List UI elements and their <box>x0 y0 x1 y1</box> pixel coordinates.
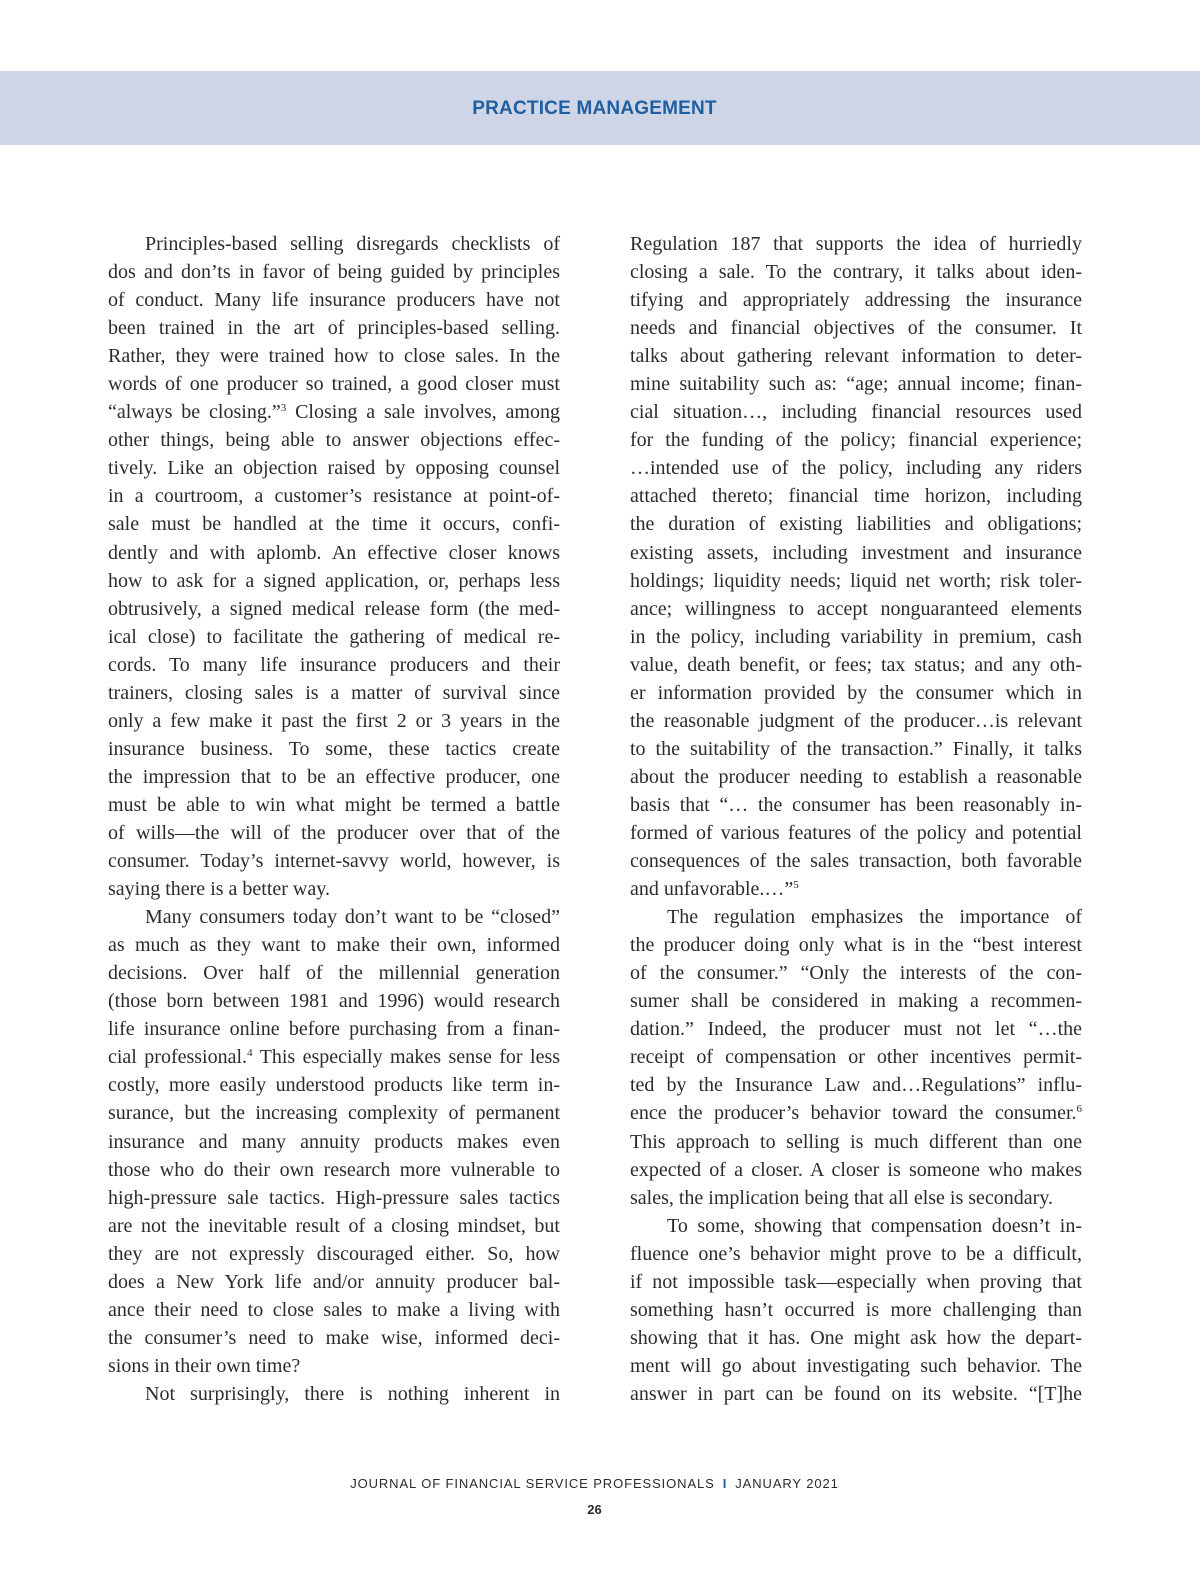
text-line <box>630 1099 1082 1127</box>
text-line: only a few make it past the first 2 or 3 years in the <box>108 709 560 732</box>
text-line: how to ask for a signed application, or, perhaps less <box>108 569 560 592</box>
text-line: (those born between 1981 and 1996) would research <box>108 990 560 1013</box>
footnote-ref: 4 <box>247 1047 253 1060</box>
text-line: Regulation 187 that supports the idea of hurriedly <box>630 233 1082 255</box>
text-line <box>108 398 560 426</box>
paragraph <box>108 903 560 1380</box>
text-line: in a courtroom, a customer’s resistance at point-of- <box>108 485 560 508</box>
text-line: To some, showing that compensation doesn’t in- <box>667 1214 1082 1237</box>
text-line <box>630 875 1082 903</box>
text-line: Principles-based selling disregards checklists of <box>145 233 560 255</box>
text-line: decisions. Over half of the millennial generation <box>108 962 560 985</box>
text-line: of the consumer.” “Only the interests of the con- <box>630 962 1082 985</box>
right-column <box>630 230 1082 1408</box>
text-line: holdings; liquidity needs; liquid net worth; risk toler- <box>630 569 1082 592</box>
text-line: the reasonable judgment of the producer…is relevant <box>630 709 1082 732</box>
text-line: er information provided by the consumer which in <box>630 681 1082 704</box>
issue-date: JANUARY 2021 <box>735 1476 839 1491</box>
text-line: insurance and many annuity products makes even <box>108 1130 560 1153</box>
text-line: existing assets, including investment and insurance <box>630 541 1082 564</box>
text-line: Many consumers today don’t want to be “closed” <box>145 906 560 929</box>
text-segment: cial professional. <box>108 1046 248 1069</box>
text-line: if not impossible task—especially when proving that <box>630 1270 1082 1293</box>
text-line: cords. To many life insurance producers and their <box>108 653 560 676</box>
text-line: been trained in the art of principles-based selling. <box>108 317 560 340</box>
text-line: dos and don’ts in favor of being guided by principles <box>108 261 560 284</box>
text-line: about the producer needing to establish a reasonable <box>630 765 1082 788</box>
text-line: are not the inevitable result of a closing mindset, but <box>108 1214 560 1237</box>
paragraph <box>108 1380 560 1408</box>
text-line: answer in part can be found on its website. “[T]he <box>630 1382 1082 1405</box>
text-line: fluence one’s behavior might prove to be a difficult, <box>630 1242 1082 1265</box>
text-line: showing that it has. One might ask how the depart- <box>630 1326 1082 1349</box>
text-line: saying there is a better way. <box>108 878 330 901</box>
text-line: ance; willingness to accept nonguaranteed elements <box>630 597 1082 620</box>
text-segment: This especially makes sense for less <box>252 1046 561 1069</box>
text-line: consequences of the sales transaction, both favorable <box>630 850 1082 873</box>
text-line: something hasn’t occurred is more challenging than <box>630 1298 1082 1321</box>
text-line: ment will go about investigating such behavior. The <box>630 1354 1082 1377</box>
text-line: obtrusively, a signed medical release form (the med- <box>108 597 560 620</box>
text-line: needs and financial objectives of the consumer. It <box>630 317 1082 340</box>
text-line: the impression that to be an effective producer, one <box>108 765 560 788</box>
text-line: of wills—the will of the producer over that of the <box>108 821 560 844</box>
paragraph <box>630 230 1082 903</box>
text-line: tifying and appropriately addressing the insurance <box>630 289 1082 312</box>
text-line: Not surprisingly, there is nothing inherent in <box>145 1382 560 1405</box>
text-segment: Closing a sale involves, among <box>286 401 560 424</box>
text-segment: “always be closing.” <box>108 401 281 424</box>
left-column <box>108 230 560 1408</box>
text-line: sumer shall be considered in making a recommen- <box>630 990 1082 1013</box>
footnote-ref: 5 <box>793 879 799 892</box>
text-line: basis that “… the consumer has been reasonably in- <box>630 793 1082 816</box>
text-line <box>108 1043 560 1071</box>
footer-separator: I <box>722 1476 728 1491</box>
text-line: mine suitability such as: “age; annual income; finan- <box>630 373 1082 396</box>
footnote-ref: 6 <box>1076 1103 1082 1116</box>
journal-name: JOURNAL OF FINANCIAL SERVICE PROFESSIONALS <box>350 1476 715 1491</box>
paragraph <box>630 903 1082 1212</box>
text-line: other things, being able to answer objections effec- <box>108 429 560 452</box>
text-line: for the funding of the policy; financial experience; <box>630 429 1082 452</box>
text-line: to the suitability of the transaction.” Finally, it talks <box>630 737 1082 760</box>
text-line: ance their need to close sales to make a living with <box>108 1298 560 1321</box>
text-line: attached thereto; financial time horizon, including <box>630 485 1082 508</box>
text-line: costly, more easily understood products like term in- <box>108 1074 560 1097</box>
text-line: must be able to win what might be termed a battle <box>108 793 560 816</box>
text-segment: and unfavorable.…” <box>630 878 794 901</box>
footer-journal-line <box>0 1476 1189 1492</box>
paragraph <box>108 230 560 903</box>
page-number: 26 <box>587 1502 602 1517</box>
text-line: …intended use of the policy, including any riders <box>630 457 1082 480</box>
section-title: PRACTICE MANAGEMENT <box>472 98 717 119</box>
text-line: cial situation…, including financial resources used <box>630 401 1082 424</box>
text-line: the duration of existing liabilities and obligations; <box>630 513 1082 536</box>
paragraph <box>630 1212 1082 1408</box>
text-segment: ence the producer’s behavior toward the consumer. <box>630 1102 1077 1125</box>
text-line: in the policy, including variability in premium, cash <box>630 625 1082 648</box>
text-line: ical close) to facilitate the gathering of medical re- <box>108 625 560 648</box>
text-line: talks about gathering relevant information to deter- <box>630 345 1082 368</box>
text-line: formed of various features of the policy and potential <box>630 821 1082 844</box>
text-line: consumer. Today’s internet-savvy world, however, is <box>108 850 560 873</box>
text-line: they are not expressly discouraged either. So, how <box>108 1242 560 1265</box>
text-line: life insurance online before purchasing from a finan- <box>108 1018 560 1041</box>
text-line: insurance business. To some, these tactics create <box>108 737 560 760</box>
text-line: receipt of compensation or other incentives permit- <box>630 1046 1082 1069</box>
text-line: sales, the implication being that all else is secondary. <box>630 1186 1054 1209</box>
text-line: The regulation emphasizes the importance of <box>667 906 1082 929</box>
text-line: dation.” Indeed, the producer must not let “…the <box>630 1018 1082 1041</box>
text-line: trainers, closing sales is a matter of survival since <box>108 681 560 704</box>
text-line: ted by the Insurance Law and…Regulations” influ- <box>630 1074 1082 1097</box>
text-line: Rather, they were trained how to close sales. In the <box>108 345 560 368</box>
text-line: the producer doing only what is in the “best interest <box>630 934 1082 957</box>
text-line: value, death benefit, or fees; tax status; and any oth- <box>630 653 1082 676</box>
text-line: sale must be handled at the time it occurs, confi- <box>108 513 560 536</box>
text-line: as much as they want to make their own, informed <box>108 934 560 957</box>
text-line: words of one producer so trained, a good closer must <box>108 373 560 396</box>
text-line: closing a sale. To the contrary, it talks about iden- <box>630 261 1082 284</box>
text-line: does a New York life and/or annuity producer bal- <box>108 1270 560 1293</box>
footnote-ref: 3 <box>280 402 287 415</box>
text-line: surance, but the increasing complexity of permanent <box>108 1102 560 1125</box>
text-line: expected of a closer. A closer is someone who makes <box>630 1158 1082 1181</box>
text-line: of conduct. Many life insurance producers have not <box>108 289 560 312</box>
text-line: high-pressure sale tactics. High-pressure sales tactics <box>108 1186 560 1209</box>
text-line: those who do their own research more vulnerable to <box>108 1158 560 1181</box>
text-line: tively. Like an objection raised by opposing counsel <box>108 457 560 480</box>
text-line: This approach to selling is much different than one <box>630 1130 1082 1153</box>
text-line: the consumer’s need to make wise, informed deci- <box>108 1326 560 1349</box>
text-line: sions in their own time? <box>108 1354 301 1377</box>
text-line: dently and with aplomb. An effective closer knows <box>108 541 560 564</box>
